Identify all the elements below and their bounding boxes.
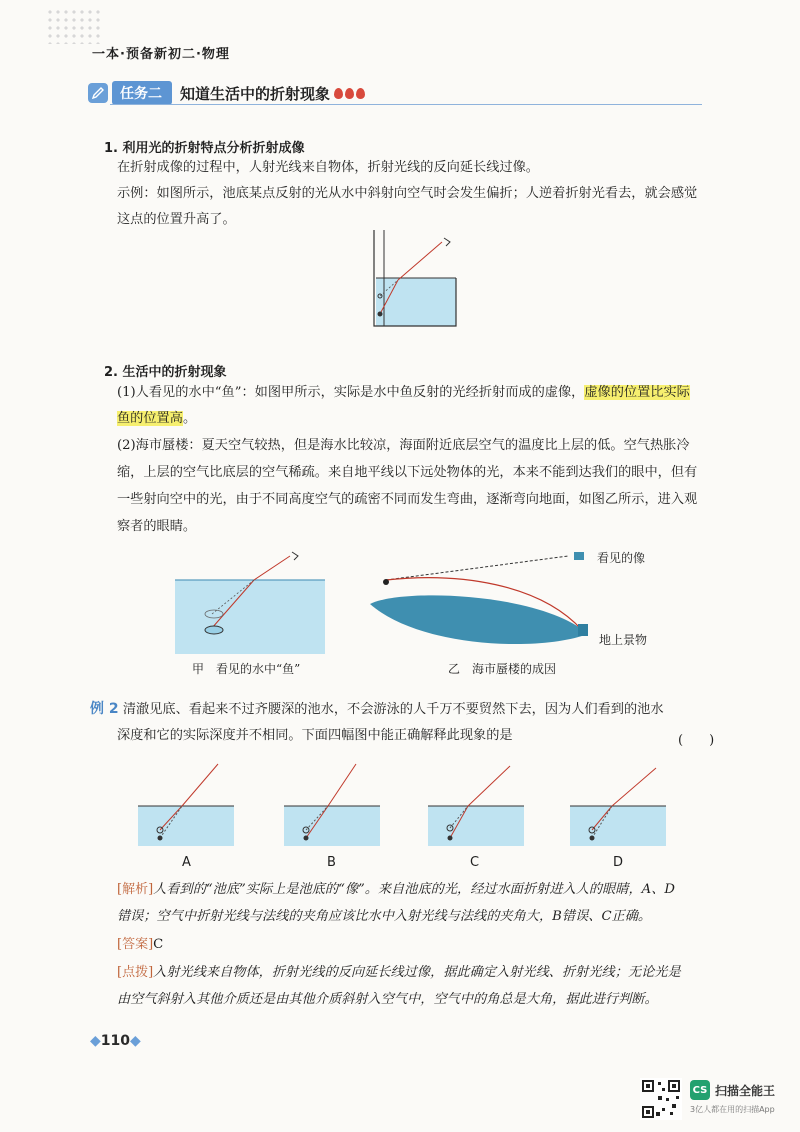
highlight-2: 鱼的位置高	[117, 411, 183, 426]
analysis-line-2: 错误；空气中折射光线与法线的夹角应该比水中入射光线与法线的夹角大，B错误、C正确。	[117, 909, 652, 924]
p1-text: (1)人看见的水中“鱼”：如图甲所示，实际是水中鱼反射的光经折射而成的虚像，	[117, 385, 585, 400]
section-2-p1-line-1	[117, 380, 690, 406]
option-d-label: D	[613, 855, 624, 870]
answer-line	[117, 932, 163, 958]
page-number: ◆110◆	[90, 1033, 141, 1049]
page-number-value: 110	[100, 1033, 131, 1049]
app-tagline: 3亿人都在用的扫描App	[690, 1105, 775, 1114]
cs-logo-icon: CS	[690, 1080, 710, 1100]
difficulty-icon	[334, 88, 365, 99]
p1-end: 。	[182, 411, 197, 426]
corner-dot-pattern	[46, 8, 102, 44]
example-line-1	[90, 696, 664, 723]
divider	[110, 104, 702, 105]
section-2-p2-line-2: 缩，上层的空气比底层的空气稀疏。来自地平线以下远处物体的光，本来不能到达我们的眼中，但有	[117, 465, 698, 480]
tip-line-2: 由空气斜射入其他介质还是由其他介质斜射入空气中，空气中的角总是大角，据此进行判断。	[117, 992, 658, 1007]
option-c-figure	[428, 758, 524, 850]
book-header: 一本·预备新初二·物理	[92, 47, 230, 62]
figure-yi-caption: 乙 海市蜃楼的成因	[448, 662, 557, 676]
fish-figure	[170, 548, 330, 658]
section-2-p2-line-3: 一些射向空中的光，由于不同高度空气的疏密不同而发生弯曲，逐渐弯向地面，如图乙所示，进入观	[117, 492, 698, 507]
option-a-figure	[138, 758, 234, 850]
section-2-title: 2. 生活中的折射现象	[104, 365, 227, 380]
task-heading	[88, 82, 365, 104]
task-badge: 任务二	[112, 81, 172, 105]
scanner-app-logo	[690, 1080, 775, 1100]
answer-tag: [答案]	[117, 937, 154, 952]
example-tag: 例 2	[90, 701, 119, 717]
section-1-title: 1. 利用光的折射特点分析折射成像	[104, 141, 305, 156]
qr-code-icon	[640, 1078, 682, 1120]
option-d-figure	[570, 758, 666, 850]
analysis-tag: [解析]	[117, 882, 154, 897]
option-b-figure	[284, 758, 380, 850]
highlight-1: 虚像的位置比实际	[584, 385, 690, 400]
option-b-label: B	[327, 855, 336, 870]
app-name: 扫描全能王	[715, 1083, 776, 1098]
option-c-label: C	[470, 855, 480, 870]
label-ground-scene: 地上景物	[599, 633, 648, 647]
section-1-line-1: 在折射成像的过程中，人射光线来自物体，折射光线的反向延长线过像。	[117, 160, 539, 175]
answer-parentheses: ( )	[678, 733, 715, 748]
task-title: 知道生活中的折射现象	[180, 84, 331, 103]
option-a-label: A	[182, 855, 191, 870]
mirage-figure	[360, 548, 620, 660]
tip-tag: [点拨]	[117, 965, 154, 980]
section-2-p2-line-1: (2)海市蜃楼：夏天空气较热，但是海水比较凉，海面附近底层空气的温度比上层的低。空气热胀冷	[117, 438, 690, 453]
section-1-line-3: 这点的位置升高了。	[117, 212, 236, 227]
section-2-p1-line-2	[117, 406, 196, 432]
label-seen-image: 看见的像	[597, 551, 646, 565]
figure-jia-caption: 甲 看见的水中“鱼”	[192, 662, 301, 676]
answer-value: C	[153, 937, 164, 952]
tip-line-1	[117, 960, 681, 986]
pencil-icon	[88, 83, 108, 103]
analysis-text-1: 人看到的“池底”实际上是池底的“像”。来自池底的光，经过水面折射进入人的眼睛，A、D	[153, 882, 675, 897]
tip-text-1: 入射光线来自物体，折射光线的反向延长线过像，据此确定入射光线、折射光线；无论光是	[153, 965, 681, 980]
section-2-p2-line-4: 察者的眼睛。	[117, 519, 197, 534]
example-text-1: 清澈见底、看起来不过齐腰深的池水，不会游泳的人千万不要贸然下去，因为人们看到的池水	[122, 702, 664, 717]
section-1-line-2: 示例：如图所示，池底某点反射的光从水中斜射向空气时会发生偏折；人逆着折射光看去，就会感觉	[117, 186, 698, 201]
example-line-2: 深度和它的实际深度并不相同。下面四幅图中能正确解释此现象的是	[117, 728, 513, 743]
analysis-line-1	[117, 877, 675, 903]
pool-refraction-figure	[366, 228, 466, 332]
